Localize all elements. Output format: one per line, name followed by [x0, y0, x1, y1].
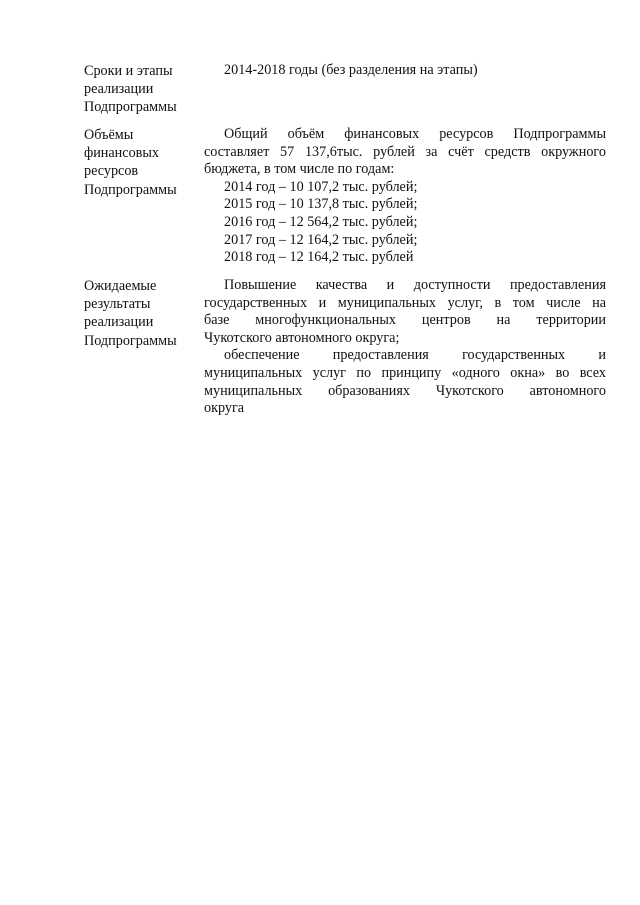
- funding-label-line: Подпрограммы: [84, 181, 177, 198]
- funding-paragraph-line: Общий объём финансовых ресурсов Подпрограммы: [224, 126, 606, 142]
- timing-label: [84, 62, 194, 117]
- funding-label: [84, 126, 194, 199]
- results-paragraph-line: базе многофункциональных центров на территории: [204, 312, 606, 329]
- results-content: [204, 277, 606, 418]
- results-paragraph-line: Повышение качества и доступности предоставления: [224, 277, 606, 293]
- timing-label-line: Подпрограммы: [84, 99, 177, 116]
- funding-paragraph-line: бюджета, в том числе по годам:: [204, 161, 395, 178]
- funding-label-line: Объёмы: [84, 127, 134, 143]
- results-label: [84, 277, 194, 350]
- results-label-line: Подпрограммы: [84, 332, 177, 349]
- funding-year-2016: 2016 год – 12 564,2 тыс. рублей;: [224, 213, 418, 230]
- results-label-line: Ожидаемые: [84, 278, 157, 294]
- funding-year-2018: 2018 год – 12 164,2 тыс. рублей: [224, 249, 414, 266]
- funding-year-2015: 2015 год – 10 137,8 тыс. рублей;: [224, 196, 418, 213]
- results-paragraph-line: государственных и муниципальных услуг, в том числе на: [204, 294, 606, 311]
- results-paragraph-line: округа: [204, 400, 245, 417]
- funding-content: [204, 126, 606, 267]
- results-paragraph-line: Чукотского автономного округа;: [204, 329, 400, 346]
- timing-label-line: реализации: [84, 81, 154, 98]
- results-paragraph-line: муниципальных образованиях Чукотского автономного: [204, 382, 606, 399]
- timing-text: 2014-2018 годы (без разделения на этапы): [224, 62, 478, 78]
- timing-content: [204, 62, 606, 80]
- funding-year-2017: 2017 год – 12 164,2 тыс. рублей;: [224, 231, 418, 248]
- funding-label-line: ресурсов: [84, 163, 139, 180]
- funding-year-2014: 2014 год – 10 107,2 тыс. рублей;: [224, 178, 418, 195]
- results-label-line: результаты: [84, 296, 151, 313]
- funding-paragraph-line: составляет 57 137,6тыс. рублей за счёт средств окружного: [204, 143, 606, 160]
- results-paragraph-line: обеспечение предоставления государственных и: [224, 347, 606, 364]
- timing-label-line: Сроки и этапы: [84, 63, 173, 79]
- funding-label-line: финансовых: [84, 145, 159, 162]
- results-label-line: реализации: [84, 314, 154, 331]
- results-paragraph-line: муниципальных услуг по принципу «одного окна» во всех: [204, 364, 606, 381]
